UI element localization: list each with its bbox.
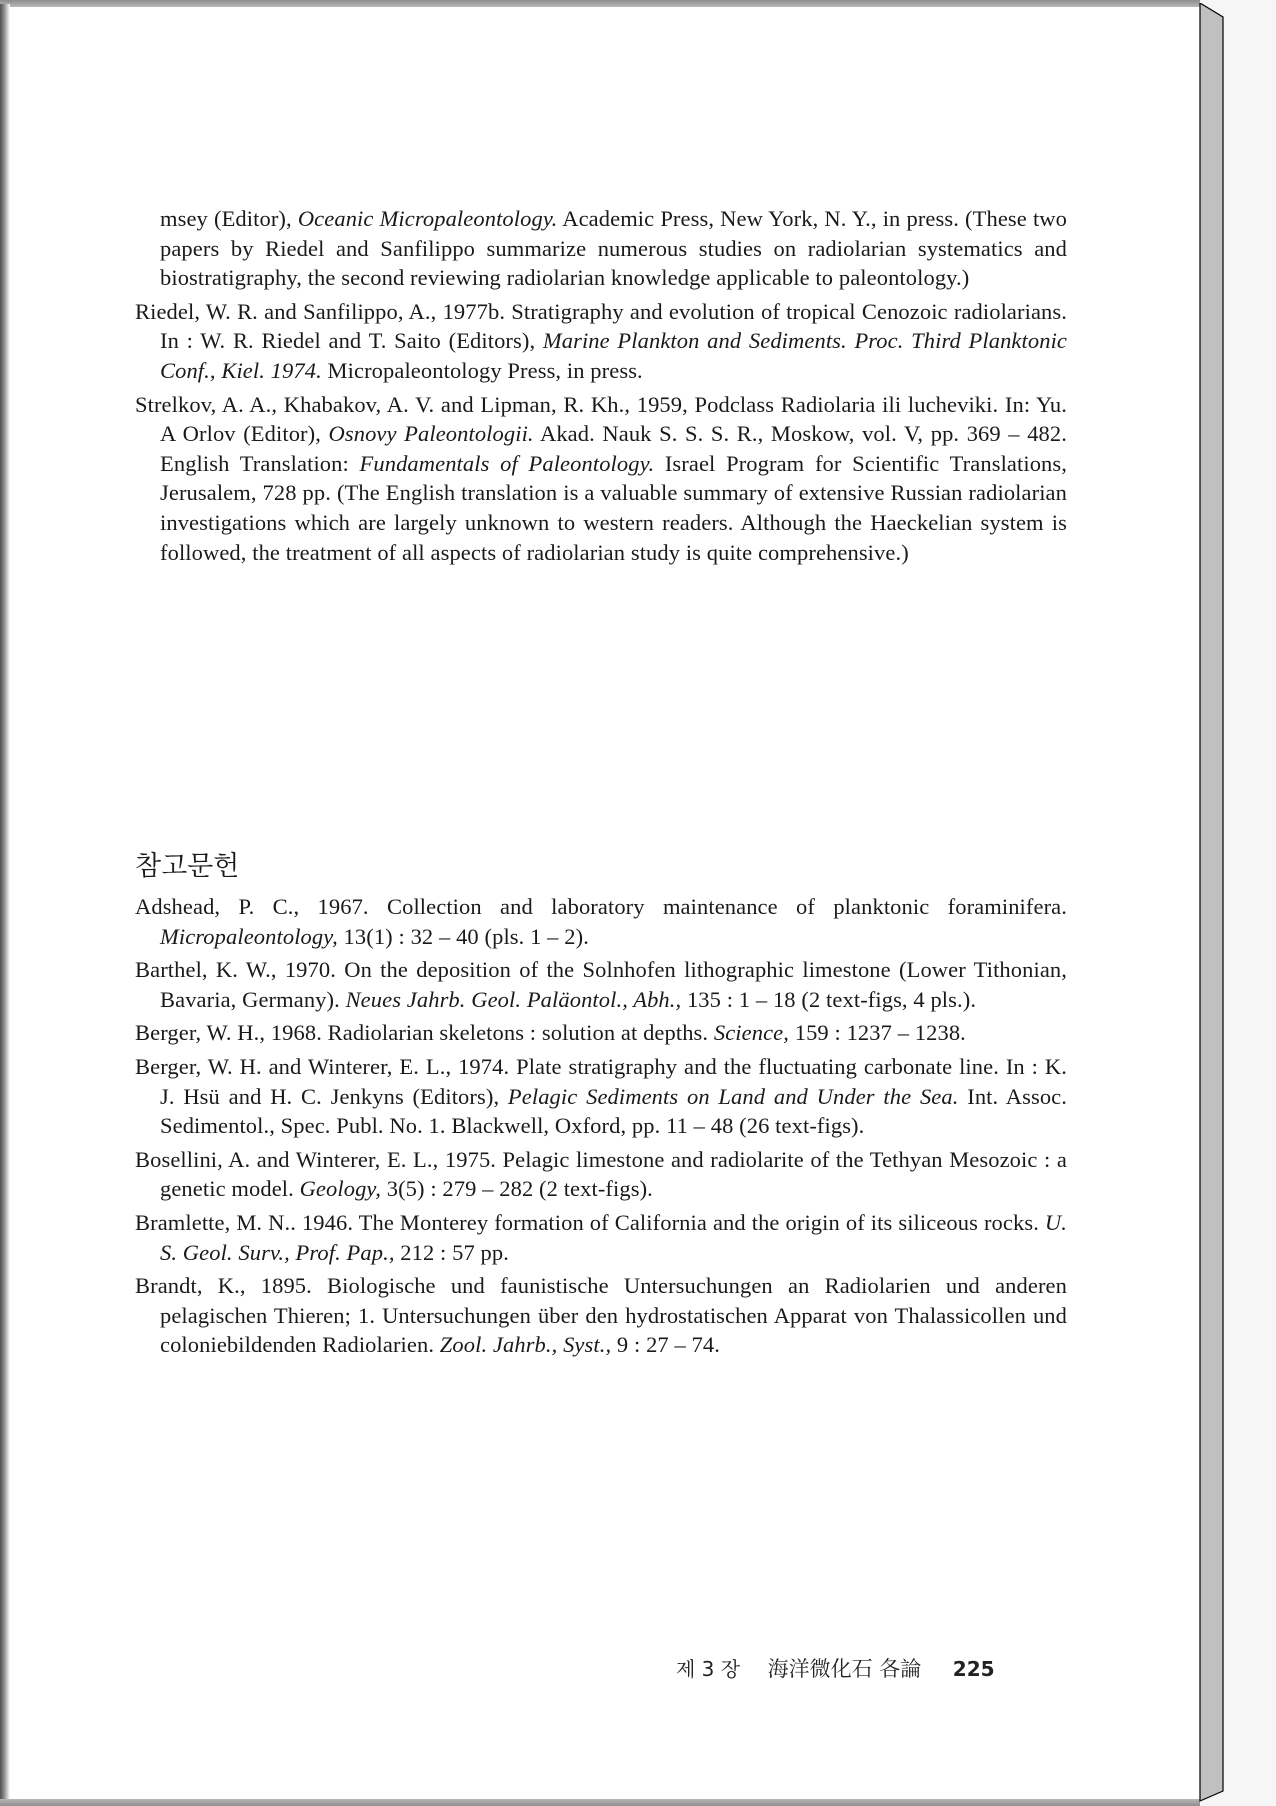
page-left-border [0, 4, 10, 1802]
page-top-border [0, 0, 1200, 7]
citation-text: Riedel, W. R. and Sanfilippo, A., 1977b. Stratigraphy and evolution of tropical Cenozoic radiolarians. In : W. R. Riedel and T. Saito (Editors), [135, 298, 1067, 354]
reference-list-top [135, 297, 1067, 567]
reference-list [135, 892, 1067, 1364]
reference-entry [135, 1145, 1067, 1204]
citation-text: Int. Assoc. Sedimentol., Spec. Publ. No. 1. Blackwell, Oxford, pp. 11 – 48 (26 text-figs). [160, 1083, 1067, 1139]
citation-text: Israel Program for Scientific Translations, Jerusalem, 728 pp. (The English translation is a valuable summary of extensive Russian radiolarian investigations which are largely unknown to western readers. Although the Haeckelian system is followed, the treatment of all aspects of radiolarian study is quite comprehensive.) [160, 450, 1067, 565]
chapter-title: 海洋微化石 各論 [767, 1657, 922, 1681]
citation-text: Berger, W. H. and Winterer, E. L., 1974. Plate stratigraphy and the fluctuating carbonate line. In : K. J. Hsü and H. C. Jenkyns (Editors), [135, 1053, 1067, 1109]
citation-source: Oceanic Micropaleontology. [297, 206, 558, 231]
reference-entry [135, 955, 1067, 1014]
reference-entry [135, 297, 1067, 386]
reference-entry [135, 892, 1067, 951]
citation-source: Micropaleontology, [160, 923, 338, 949]
citation-source: U. S. Geol. Surv., Prof. Pap., [160, 1209, 1067, 1265]
citation-text: 3(5) : 279 – 282 (2 text-figs). [381, 1176, 653, 1202]
reference-entry [135, 1271, 1067, 1360]
citation-text: Bramlette, M. N.. 1946. The Monterey formation of California and the origin of its siliceous rocks. [135, 1209, 1045, 1235]
citation-text: Barthel, K. W., 1970. On the deposition of the Solnhofen lithographic limestone (Lower Tithonian, Bavaria, Germany). [135, 957, 1067, 1012]
page-edge-shadow [1199, 3, 1225, 1803]
citation-text: 212 : 57 pp. [394, 1239, 509, 1265]
citation-source: Pelagic Sediments on Land and Under the Sea. [507, 1083, 959, 1109]
citation-text: Akad. Nauk S. S. S. R., Moskow, vol. V, pp. 369 – 482. English Translation: [160, 421, 1067, 476]
citation-text: Academic Press, New York, N. Y., in press. (These two papers by Riedel and Sanfilippo summarize numerous studies on radiolarian systematics and biostratigraphy, the second reviewing radiolarian knowledge applicable to paleontology.) [160, 206, 1067, 291]
chapter-label: 제 3 장 [676, 1657, 741, 1681]
reference-entry [135, 1208, 1067, 1267]
citation-source: Zool. Jahrb., Syst., [439, 1332, 612, 1358]
citation-text: Strelkov, A. A., Khabakov, A. V. and Lipman, R. Kh., 1959, Podclass Radiolaria ili lucheviki. In: Yu. A Orlov (Editor), [135, 391, 1067, 447]
citation-text: Berger, W. H., 1968. Radiolarian skeletons : solution at depths. [135, 1020, 714, 1046]
page-number: 225 [952, 1657, 995, 1681]
citation-text: msey (Editor), [160, 206, 298, 231]
citation-text: 159 : 1237 – 1238. [789, 1020, 966, 1046]
reference-entry [135, 390, 1067, 568]
citation-text: 9 : 27 – 74. [611, 1332, 720, 1358]
citation-text: 13(1) : 32 – 40 (pls. 1 – 2). [337, 923, 589, 949]
citation-source: Science, [713, 1020, 789, 1046]
citation-source: Geology, [299, 1176, 381, 1202]
citation-source: Osnovy Paleontologii. [328, 421, 534, 447]
reference-entry [135, 1018, 1067, 1048]
section-heading: 참고문헌 [135, 851, 240, 882]
citation-text: 135 : 1 – 18 (2 text-figs, 4 pls.). [681, 986, 977, 1012]
page-bottom-border [0, 1799, 1200, 1806]
citation-text: Brandt, K., 1895. Biologische und faunistische Untersuchungen an Radiolarien und anderen pelagischen Thieren; 1. Untersuchungen über den hydrostatischen Apparat von Thalassicollen und coloniebildenden Radiolarien. [135, 1273, 1067, 1358]
citation-source: Fundamentals of Paleontology. [359, 450, 655, 476]
citation-text: Adshead, P. C., 1967. Collection and laboratory maintenance of planktonic foraminifera. [135, 894, 1067, 919]
citation-text: Bosellini, A. and Winterer, E. L., 1975. Pelagic limestone and radiolarite of the Tethyan Mesozoic : a genetic model. [135, 1146, 1067, 1202]
page-footer [676, 1653, 995, 1683]
reference-entry-continuation [135, 204, 1067, 293]
citation-source: Neues Jahrb. Geol. Paläontol., Abh., [345, 986, 682, 1012]
citation-text: Micropaleontology Press, in press. [321, 357, 643, 383]
reference-entry [135, 1052, 1067, 1141]
references-continued [135, 204, 1067, 571]
citation-source: Marine Plankton and Sediments. Proc. Third Planktonic Conf., Kiel. 1974. [160, 328, 1068, 383]
